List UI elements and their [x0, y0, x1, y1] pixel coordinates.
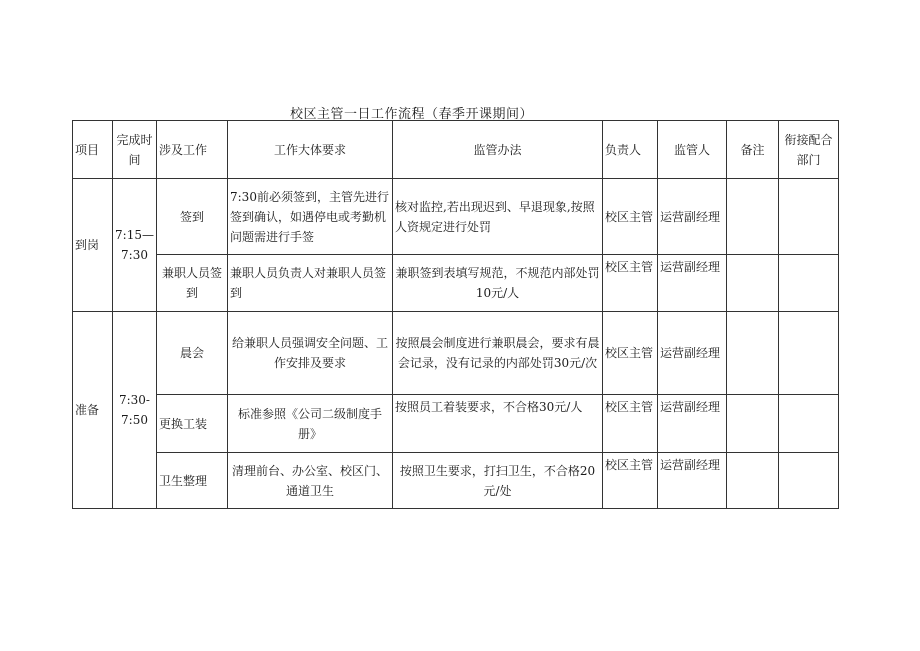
- supervision-cell: 按照晨会制度进行兼职晨会，要求有晨会记录，没有记录的内部处罚30元/次: [393, 312, 603, 395]
- header-supervisor: 监管人: [658, 121, 727, 179]
- remark-cell: [727, 179, 779, 255]
- supervisor-cell: 运营副经理: [658, 453, 727, 509]
- remark-cell: [727, 255, 779, 312]
- group-time-arrival: 7:15—7:30: [113, 179, 157, 312]
- header-requirement: 工作大体要求: [228, 121, 393, 179]
- header-remark: 备注: [727, 121, 779, 179]
- header-row: [73, 121, 839, 179]
- work-cell: 签到: [157, 179, 228, 255]
- supervisor-cell: 运营副经理: [658, 255, 727, 312]
- dept-cell: [779, 395, 839, 453]
- supervisor-cell: 运营副经理: [658, 179, 727, 255]
- header-item: 项目: [73, 121, 113, 179]
- owner-cell: 校区主管: [603, 255, 658, 312]
- work-cell: 更换工装: [157, 395, 228, 453]
- workflow-table: [72, 120, 839, 509]
- dept-cell: [779, 179, 839, 255]
- requirement-cell: 7:30前必须签到，主管先进行签到确认，如遇停电或考勤机问题需进行手签: [228, 179, 393, 255]
- supervision-cell: 兼职签到表填写规范，不规范内部处罚10元/人: [393, 255, 603, 312]
- table-row: [73, 312, 839, 395]
- remark-cell: [727, 395, 779, 453]
- work-cell: 兼职人员签到: [157, 255, 228, 312]
- group-time-prepare: 7:30-7:50: [113, 312, 157, 509]
- remark-cell: [727, 312, 779, 395]
- header-owner: 负责人: [603, 121, 658, 179]
- supervision-cell: 核对监控,若出现迟到、早退现象,按照人资规定进行处罚: [393, 179, 603, 255]
- requirement-cell: 标准参照《公司二级制度手册》: [228, 395, 393, 453]
- requirement-cell: 兼职人员负责人对兼职人员签到: [228, 255, 393, 312]
- header-dept: 衔接配合部门: [779, 121, 839, 179]
- owner-cell: 校区主管: [603, 453, 658, 509]
- work-cell: 卫生整理: [157, 453, 228, 509]
- dept-cell: [779, 255, 839, 312]
- group-item-arrival: 到岗: [73, 179, 113, 312]
- document-title: 校区主管一日工作流程（春季开课期间）: [290, 107, 534, 122]
- remark-cell: [727, 453, 779, 509]
- supervisor-cell: 运营副经理: [658, 395, 727, 453]
- dept-cell: [779, 453, 839, 509]
- owner-cell: 校区主管: [603, 312, 658, 395]
- requirement-cell: 清理前台、办公室、校区门、通道卫生: [228, 453, 393, 509]
- header-work: 涉及工作: [157, 121, 228, 179]
- header-supervision: 监管办法: [393, 121, 603, 179]
- work-cell: 晨会: [157, 312, 228, 395]
- group-item-prepare: 准备: [73, 312, 113, 509]
- owner-cell: 校区主管: [603, 395, 658, 453]
- supervision-cell: 按照员工着装要求，不合格30元/人: [393, 395, 603, 453]
- table-row: [73, 395, 839, 453]
- supervision-cell: 按照卫生要求，打扫卫生，不合格20元/处: [393, 453, 603, 509]
- requirement-cell: 给兼职人员强调安全问题、工作安排及要求: [228, 312, 393, 395]
- header-time: 完成时间: [113, 121, 157, 179]
- table-row: [73, 179, 839, 255]
- table-row: [73, 255, 839, 312]
- owner-cell: 校区主管: [603, 179, 658, 255]
- dept-cell: [779, 312, 839, 395]
- table-row: [73, 453, 839, 509]
- supervisor-cell: 运营副经理: [658, 312, 727, 395]
